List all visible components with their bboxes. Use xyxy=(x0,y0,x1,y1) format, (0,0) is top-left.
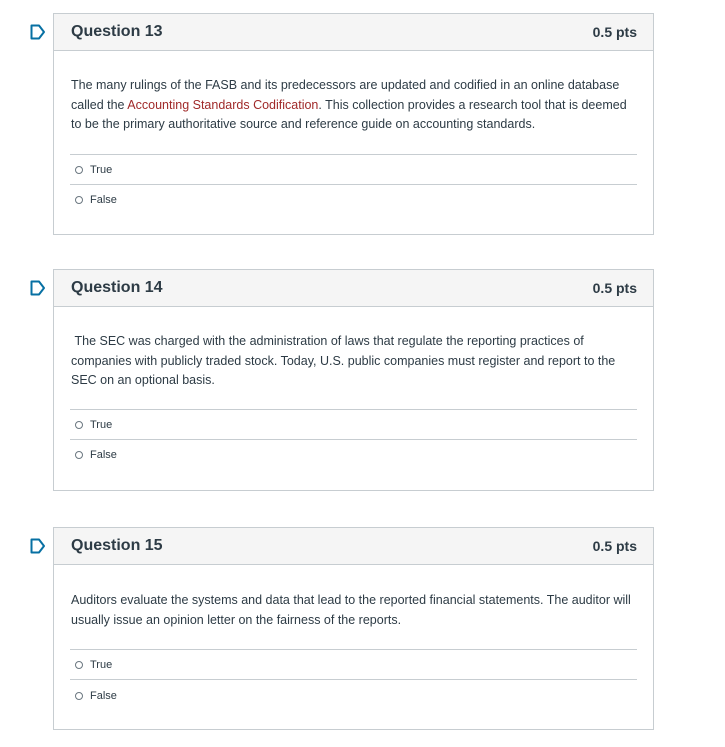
question-header xyxy=(54,270,653,307)
answer-true[interactable] xyxy=(70,409,637,439)
question-body xyxy=(54,565,653,730)
question-text-part: The many rulings of the FASB and its predecessors are updated and codified in an online database called the xyxy=(71,78,620,112)
question-14 xyxy=(53,269,654,491)
flag-question-13-icon[interactable] xyxy=(30,24,46,40)
answer-label: True xyxy=(90,658,113,671)
question-header xyxy=(54,528,653,565)
question-header xyxy=(54,14,653,51)
question-points: 0.5 pts xyxy=(592,280,637,296)
question-points: 0.5 pts xyxy=(592,24,637,40)
answer-label: False xyxy=(90,690,117,702)
answer-list xyxy=(70,649,637,712)
answer-label: True xyxy=(90,418,113,431)
question-text-part: . This collection provides a research tool that is deemed to be the primary authoritative source and reference guide on accounting standards. xyxy=(71,97,627,131)
answer-label: False xyxy=(90,193,117,206)
flag-question-15-icon[interactable] xyxy=(30,538,46,554)
answer-label: False xyxy=(90,448,117,461)
question-title: Question 15 xyxy=(71,537,163,554)
question-title: Question 13 xyxy=(71,23,163,40)
radio-empty-icon[interactable] xyxy=(75,421,83,429)
question-body xyxy=(54,51,653,235)
question-points: 0.5 pts xyxy=(592,538,637,554)
question-title: Question 14 xyxy=(71,279,163,296)
answer-false[interactable] xyxy=(70,184,637,214)
answer-label: True xyxy=(90,163,113,176)
answer-list xyxy=(70,409,637,469)
radio-empty-icon[interactable] xyxy=(75,166,83,174)
question-13 xyxy=(53,13,654,235)
answer-false[interactable] xyxy=(70,439,637,469)
question-text: The SEC was charged with the administration of laws that regulate the reporting practices of companies with publicly traded stock. Today, U.S. public companies must register and report to the SEC on an optional basis. xyxy=(71,334,619,387)
answer-list xyxy=(70,154,637,214)
radio-empty-icon[interactable] xyxy=(75,692,83,700)
question-body xyxy=(54,307,653,491)
question-text: Auditors evaluate the systems and data that lead to the reported financial statements. The auditor will usually issue an opinion letter on the fairness of the reports. xyxy=(71,593,631,627)
radio-empty-icon[interactable] xyxy=(75,196,83,204)
answer-true[interactable] xyxy=(70,649,637,679)
accounting-standards-codification-link: Accounting Standards Codification xyxy=(127,97,319,112)
radio-empty-icon[interactable] xyxy=(75,661,83,669)
question-15 xyxy=(53,527,654,730)
answer-false[interactable] xyxy=(70,679,637,712)
radio-empty-icon[interactable] xyxy=(75,451,83,459)
question-text xyxy=(71,51,637,135)
flag-question-14-icon[interactable] xyxy=(30,280,46,296)
answer-true[interactable] xyxy=(70,154,637,184)
